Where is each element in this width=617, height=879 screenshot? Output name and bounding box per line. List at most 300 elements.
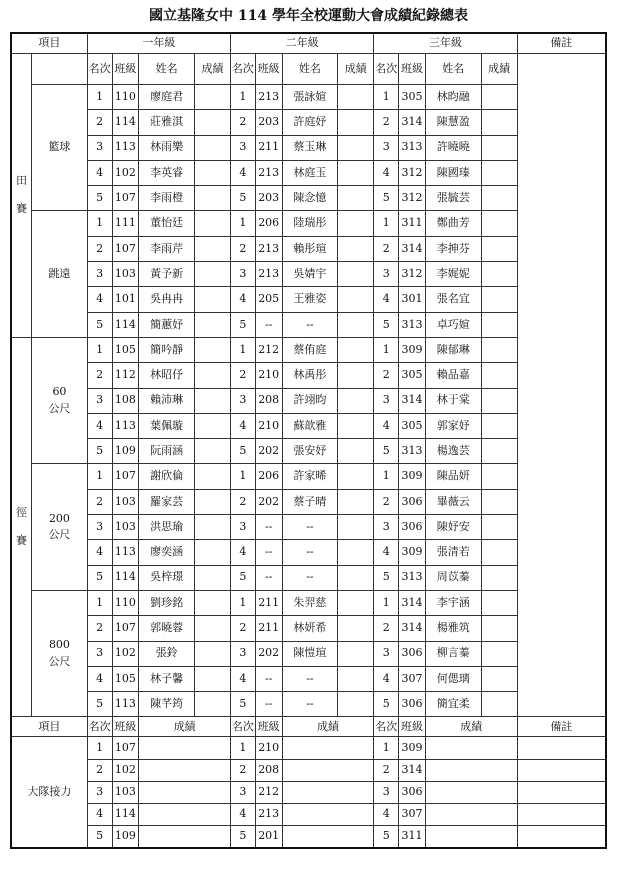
student-name-cell: 鄭曲芳	[425, 211, 481, 236]
score-cell	[194, 515, 230, 540]
score-cell	[338, 110, 374, 135]
student-name-cell: 林于棠	[425, 388, 481, 413]
score-cell	[139, 759, 231, 781]
rank-cell: 1	[374, 464, 399, 489]
rank-cell: 3	[231, 781, 256, 803]
rank-cell: 4	[87, 413, 112, 438]
score-cell	[338, 363, 374, 388]
table-row	[11, 413, 606, 438]
score-cell	[282, 781, 374, 803]
student-name-cell: 簡蕙妤	[139, 312, 195, 337]
rank-cell: 1	[87, 85, 112, 110]
rank-cell: 3	[231, 641, 256, 666]
rank-cell: 3	[87, 388, 112, 413]
student-name-cell: 許家晞	[282, 464, 338, 489]
rank-cell: 2	[374, 759, 399, 781]
class-cell: 114	[112, 565, 139, 590]
rank-cell: 1	[231, 464, 256, 489]
score-cell	[194, 287, 230, 312]
rank-cell: 1	[231, 211, 256, 236]
rank-cell: 5	[231, 692, 256, 717]
score-cell	[425, 759, 517, 781]
score-cell	[481, 641, 517, 666]
sub-item-blank	[32, 54, 88, 85]
class-cell: 312	[399, 262, 426, 287]
student-name-cell: 李雨橙	[139, 186, 195, 211]
rank-cell: 3	[374, 781, 399, 803]
rank-cell: 2	[87, 616, 112, 641]
rank-cell: 4	[231, 666, 256, 691]
student-name-cell: 卓巧媗	[425, 312, 481, 337]
rank-cell: 1	[374, 85, 399, 110]
rank-cell: 5	[231, 826, 256, 849]
rank-cell: 5	[87, 186, 112, 211]
student-name-cell: --	[282, 692, 338, 717]
class-cell: 208	[255, 388, 282, 413]
table-row	[11, 439, 606, 464]
score-cell	[481, 337, 517, 362]
score-cell	[481, 515, 517, 540]
student-name-cell: 李英睿	[139, 160, 195, 185]
class-cell: 306	[399, 515, 426, 540]
student-name-cell: 李雨芹	[139, 236, 195, 261]
rank-cell: 3	[374, 388, 399, 413]
student-name-cell: 王雅姿	[282, 287, 338, 312]
score-cell	[338, 489, 374, 514]
score-cell	[481, 388, 517, 413]
student-name-cell: 洪思瑜	[139, 515, 195, 540]
student-name-cell: --	[282, 515, 338, 540]
event-name	[32, 337, 88, 463]
score-cell	[481, 590, 517, 615]
score-cell	[338, 186, 374, 211]
score-cell	[338, 565, 374, 590]
class-cell: 309	[399, 737, 426, 759]
relay-event-name: 大隊接力	[11, 737, 87, 848]
score-cell	[481, 110, 517, 135]
score-cell	[282, 826, 374, 849]
rank-cell: 2	[231, 110, 256, 135]
score-cell	[338, 464, 374, 489]
class-cell: 314	[399, 759, 426, 781]
score-cell	[481, 160, 517, 185]
event-name-line1: 800	[48, 638, 70, 652]
student-name-cell: 吳冉冉	[139, 287, 195, 312]
student-name-cell: 賴品嘉	[425, 363, 481, 388]
student-name-cell: 葉佩璇	[139, 413, 195, 438]
student-name-cell: 劉珍銘	[139, 590, 195, 615]
rank-cell: 5	[87, 826, 112, 849]
class-cell: 109	[112, 439, 139, 464]
rank-cell: 3	[374, 641, 399, 666]
score-cell	[481, 565, 517, 590]
rank-cell: 3	[374, 262, 399, 287]
score-cell	[338, 616, 374, 641]
class-cell: 113	[112, 135, 139, 160]
rank-cell: 4	[231, 803, 256, 825]
class-cell: --	[255, 515, 282, 540]
rank-cell: 4	[231, 160, 256, 185]
score-cell	[194, 388, 230, 413]
score-cell	[338, 236, 374, 261]
header-item: 項目	[11, 33, 87, 54]
event-name-line2: 公尺	[48, 401, 71, 415]
table-row	[11, 641, 606, 666]
class-cell: 211	[255, 135, 282, 160]
rank-cell: 4	[374, 803, 399, 825]
rank-cell: 1	[374, 211, 399, 236]
class-cell: 314	[399, 590, 426, 615]
table-row	[11, 616, 606, 641]
student-name-cell: 蔡玉琳	[282, 135, 338, 160]
col-score-header: 成績	[139, 717, 231, 737]
class-cell: 113	[112, 540, 139, 565]
score-cell	[338, 666, 374, 691]
score-cell	[139, 781, 231, 803]
class-cell: 202	[255, 641, 282, 666]
rank-cell: 3	[87, 135, 112, 160]
score-cell	[194, 489, 230, 514]
score-cell	[194, 616, 230, 641]
student-name-cell: 陳國瑧	[425, 160, 481, 185]
class-cell: 102	[112, 759, 139, 781]
class-cell: 314	[399, 236, 426, 261]
rank-cell: 5	[87, 692, 112, 717]
rank-cell: 2	[87, 236, 112, 261]
table-row	[11, 489, 606, 514]
student-name-cell: 蔡子晴	[282, 489, 338, 514]
rank-cell: 4	[374, 287, 399, 312]
class-cell: 212	[255, 781, 282, 803]
table-row	[11, 33, 606, 54]
score-cell	[481, 439, 517, 464]
table-row	[11, 737, 606, 759]
class-cell: 307	[399, 666, 426, 691]
table-row	[11, 211, 606, 236]
class-cell: 301	[399, 287, 426, 312]
student-name-cell: 郭曉蓉	[139, 616, 195, 641]
rank-cell: 5	[87, 439, 112, 464]
class-cell: 307	[399, 803, 426, 825]
score-cell	[481, 464, 517, 489]
class-cell: 103	[112, 262, 139, 287]
rank-cell: 5	[374, 692, 399, 717]
student-name-cell: 張詠媗	[282, 85, 338, 110]
rank-cell: 1	[231, 737, 256, 759]
class-cell: 203	[255, 186, 282, 211]
class-cell: 210	[255, 363, 282, 388]
class-cell: 213	[255, 803, 282, 825]
score-cell	[338, 160, 374, 185]
score-cell	[338, 590, 374, 615]
student-name-cell: 廖奕涵	[139, 540, 195, 565]
student-name-cell: 周苡蓁	[425, 565, 481, 590]
col-class-header: 班級	[399, 54, 426, 85]
score-cell	[481, 616, 517, 641]
rank-cell: 2	[87, 363, 112, 388]
rank-cell: 1	[374, 337, 399, 362]
header-grade3: 三年級	[374, 33, 517, 54]
score-cell	[338, 540, 374, 565]
class-cell: 314	[399, 388, 426, 413]
class-cell: 309	[399, 464, 426, 489]
student-name-cell: 林禹彤	[282, 363, 338, 388]
score-cell	[282, 737, 374, 759]
relay-notes-cell	[517, 759, 606, 781]
table-row	[11, 717, 606, 737]
student-name-cell: 張鈴	[139, 641, 195, 666]
class-cell: 108	[112, 388, 139, 413]
class-cell: 206	[255, 464, 282, 489]
table-row	[11, 590, 606, 615]
col-rank-header: 名次	[87, 54, 112, 85]
col-score-header: 成績	[425, 717, 517, 737]
event-name-line1: 籃球	[48, 140, 71, 154]
class-cell: 203	[255, 110, 282, 135]
score-cell	[338, 692, 374, 717]
score-cell	[481, 85, 517, 110]
class-cell: 305	[399, 363, 426, 388]
score-cell	[481, 287, 517, 312]
page-title: 國立基隆女中 114 學年全校運動大會成績紀錄總表	[149, 8, 468, 24]
class-cell: 103	[112, 781, 139, 803]
rank-cell: 2	[374, 236, 399, 261]
table-row	[11, 781, 606, 803]
score-cell	[338, 515, 374, 540]
student-name-cell: 林昭伃	[139, 363, 195, 388]
class-cell: 105	[112, 337, 139, 362]
score-cell	[194, 236, 230, 261]
rank-cell: 2	[374, 616, 399, 641]
score-cell	[282, 803, 374, 825]
rank-cell: 2	[87, 759, 112, 781]
rank-cell: 2	[374, 110, 399, 135]
class-cell: 202	[255, 439, 282, 464]
table-row	[11, 692, 606, 717]
rank-cell: 4	[231, 540, 256, 565]
student-name-cell: 賴沛琳	[139, 388, 195, 413]
col-rank-header: 名次	[374, 54, 399, 85]
student-name-cell: 吳梓璟	[139, 565, 195, 590]
class-cell: 306	[399, 489, 426, 514]
table-row	[11, 337, 606, 362]
score-cell	[338, 439, 374, 464]
rank-cell: 5	[374, 186, 399, 211]
score-cell	[338, 211, 374, 236]
class-cell: 113	[112, 692, 139, 717]
student-name-cell: 楊逸芸	[425, 439, 481, 464]
track-group-label	[11, 337, 32, 716]
relay-notes-cell	[517, 737, 606, 759]
score-cell	[338, 85, 374, 110]
col-score-header: 成績	[194, 54, 230, 85]
score-cell	[194, 692, 230, 717]
class-cell: 206	[255, 211, 282, 236]
class-cell: 213	[255, 160, 282, 185]
rank-cell: 5	[231, 312, 256, 337]
rank-cell: 2	[231, 759, 256, 781]
event-name-line2: 公尺	[48, 654, 71, 668]
score-cell	[194, 135, 230, 160]
results-table	[10, 32, 607, 849]
student-name-cell: 張毓芸	[425, 186, 481, 211]
score-cell	[425, 737, 517, 759]
col-rank-header: 名次	[374, 717, 399, 737]
score-cell	[139, 826, 231, 849]
rank-cell: 3	[374, 515, 399, 540]
col-name-header: 姓名	[139, 54, 195, 85]
event-name	[32, 85, 88, 211]
student-name-cell: 許庭妤	[282, 110, 338, 135]
score-cell	[194, 211, 230, 236]
student-name-cell: 陳郁琳	[425, 337, 481, 362]
table-row	[11, 515, 606, 540]
class-cell: 212	[255, 337, 282, 362]
score-cell	[425, 781, 517, 803]
rank-cell: 2	[231, 616, 256, 641]
student-name-cell: 畢薇云	[425, 489, 481, 514]
header-notes: 備註	[517, 33, 606, 54]
score-cell	[481, 363, 517, 388]
table-row	[11, 666, 606, 691]
score-cell	[194, 363, 230, 388]
rank-cell: 4	[87, 160, 112, 185]
field-group-label	[11, 54, 32, 338]
student-name-cell: 李娓妮	[425, 262, 481, 287]
student-name-cell: 蘇歆雅	[282, 413, 338, 438]
rank-cell: 5	[374, 439, 399, 464]
event-name-line1: 60	[52, 385, 67, 399]
class-cell: 213	[255, 262, 282, 287]
rank-cell: 5	[231, 565, 256, 590]
class-cell: 103	[112, 515, 139, 540]
score-cell	[194, 641, 230, 666]
student-name-cell: 董怡廷	[139, 211, 195, 236]
score-cell	[194, 160, 230, 185]
student-name-cell: 李抻芬	[425, 236, 481, 261]
col-score-header: 成績	[338, 54, 374, 85]
student-name-cell: 廖庭君	[139, 85, 195, 110]
score-cell	[481, 489, 517, 514]
rank-cell: 3	[87, 515, 112, 540]
col-name-header: 姓名	[425, 54, 481, 85]
class-cell: --	[255, 312, 282, 337]
class-cell: 112	[112, 363, 139, 388]
rank-cell: 2	[87, 489, 112, 514]
class-cell: --	[255, 540, 282, 565]
class-cell: 311	[399, 826, 426, 849]
student-name-cell: 林昀融	[425, 85, 481, 110]
rank-cell: 4	[87, 803, 112, 825]
score-cell	[139, 737, 231, 759]
score-cell	[425, 826, 517, 849]
score-cell	[425, 803, 517, 825]
rank-cell: 2	[374, 489, 399, 514]
score-cell	[194, 666, 230, 691]
student-name-cell: 何偲璃	[425, 666, 481, 691]
score-cell	[194, 110, 230, 135]
table-row	[11, 287, 606, 312]
score-cell	[338, 388, 374, 413]
class-cell: 314	[399, 110, 426, 135]
event-name-line1: 跳遠	[48, 266, 71, 280]
student-name-cell: 李宇涵	[425, 590, 481, 615]
score-cell	[194, 540, 230, 565]
table-row	[11, 110, 606, 135]
field-group-text: 田賽	[16, 174, 28, 216]
relay-notes-cell	[517, 826, 606, 849]
student-name-cell: 楊雅筑	[425, 616, 481, 641]
student-name-cell: 吳婧宇	[282, 262, 338, 287]
rank-cell: 5	[87, 312, 112, 337]
student-name-cell: 陳妤安	[425, 515, 481, 540]
class-cell: --	[255, 666, 282, 691]
col-class-header: 班級	[112, 54, 139, 85]
class-cell: 314	[399, 616, 426, 641]
rank-cell: 4	[374, 666, 399, 691]
student-name-cell: 林妍希	[282, 616, 338, 641]
class-cell: 202	[255, 489, 282, 514]
rank-cell: 1	[87, 464, 112, 489]
rank-cell: 4	[374, 540, 399, 565]
student-name-cell: 張安妤	[282, 439, 338, 464]
class-cell: 213	[255, 236, 282, 261]
score-cell	[338, 287, 374, 312]
col-score-header: 成績	[481, 54, 517, 85]
student-name-cell: 黃予新	[139, 262, 195, 287]
rank-cell: 1	[231, 85, 256, 110]
rank-cell: 1	[87, 337, 112, 362]
table-row	[11, 803, 606, 825]
col-class-header: 班級	[255, 717, 282, 737]
class-cell: 114	[112, 312, 139, 337]
class-cell: 305	[399, 85, 426, 110]
student-name-cell: 許翊昀	[282, 388, 338, 413]
class-cell: 313	[399, 312, 426, 337]
class-cell: 107	[112, 236, 139, 261]
col-class-header: 班級	[112, 717, 139, 737]
rank-cell: 3	[87, 781, 112, 803]
student-name-cell: 張清若	[425, 540, 481, 565]
event-name-line2: 公尺	[48, 528, 71, 542]
rank-cell: 4	[231, 287, 256, 312]
table-row	[11, 826, 606, 849]
student-name-cell: 張名宜	[425, 287, 481, 312]
relay-header-notes: 備註	[517, 717, 606, 737]
rank-cell: 5	[374, 565, 399, 590]
student-name-cell: --	[282, 312, 338, 337]
col-rank-header: 名次	[87, 717, 112, 737]
score-cell	[194, 439, 230, 464]
rank-cell: 4	[374, 160, 399, 185]
class-cell: 311	[399, 211, 426, 236]
table-row	[11, 54, 606, 85]
relay-notes-cell	[517, 781, 606, 803]
class-cell: 306	[399, 781, 426, 803]
student-name-cell: 簡宜柔	[425, 692, 481, 717]
rank-cell: 3	[374, 135, 399, 160]
rank-cell: 5	[374, 312, 399, 337]
rank-cell: 3	[87, 641, 112, 666]
score-cell	[338, 641, 374, 666]
rank-cell: 1	[87, 211, 112, 236]
score-cell	[481, 312, 517, 337]
class-cell: --	[255, 692, 282, 717]
class-cell: 211	[255, 616, 282, 641]
class-cell: 201	[255, 826, 282, 849]
table-row	[11, 262, 606, 287]
col-rank-header: 名次	[231, 54, 256, 85]
